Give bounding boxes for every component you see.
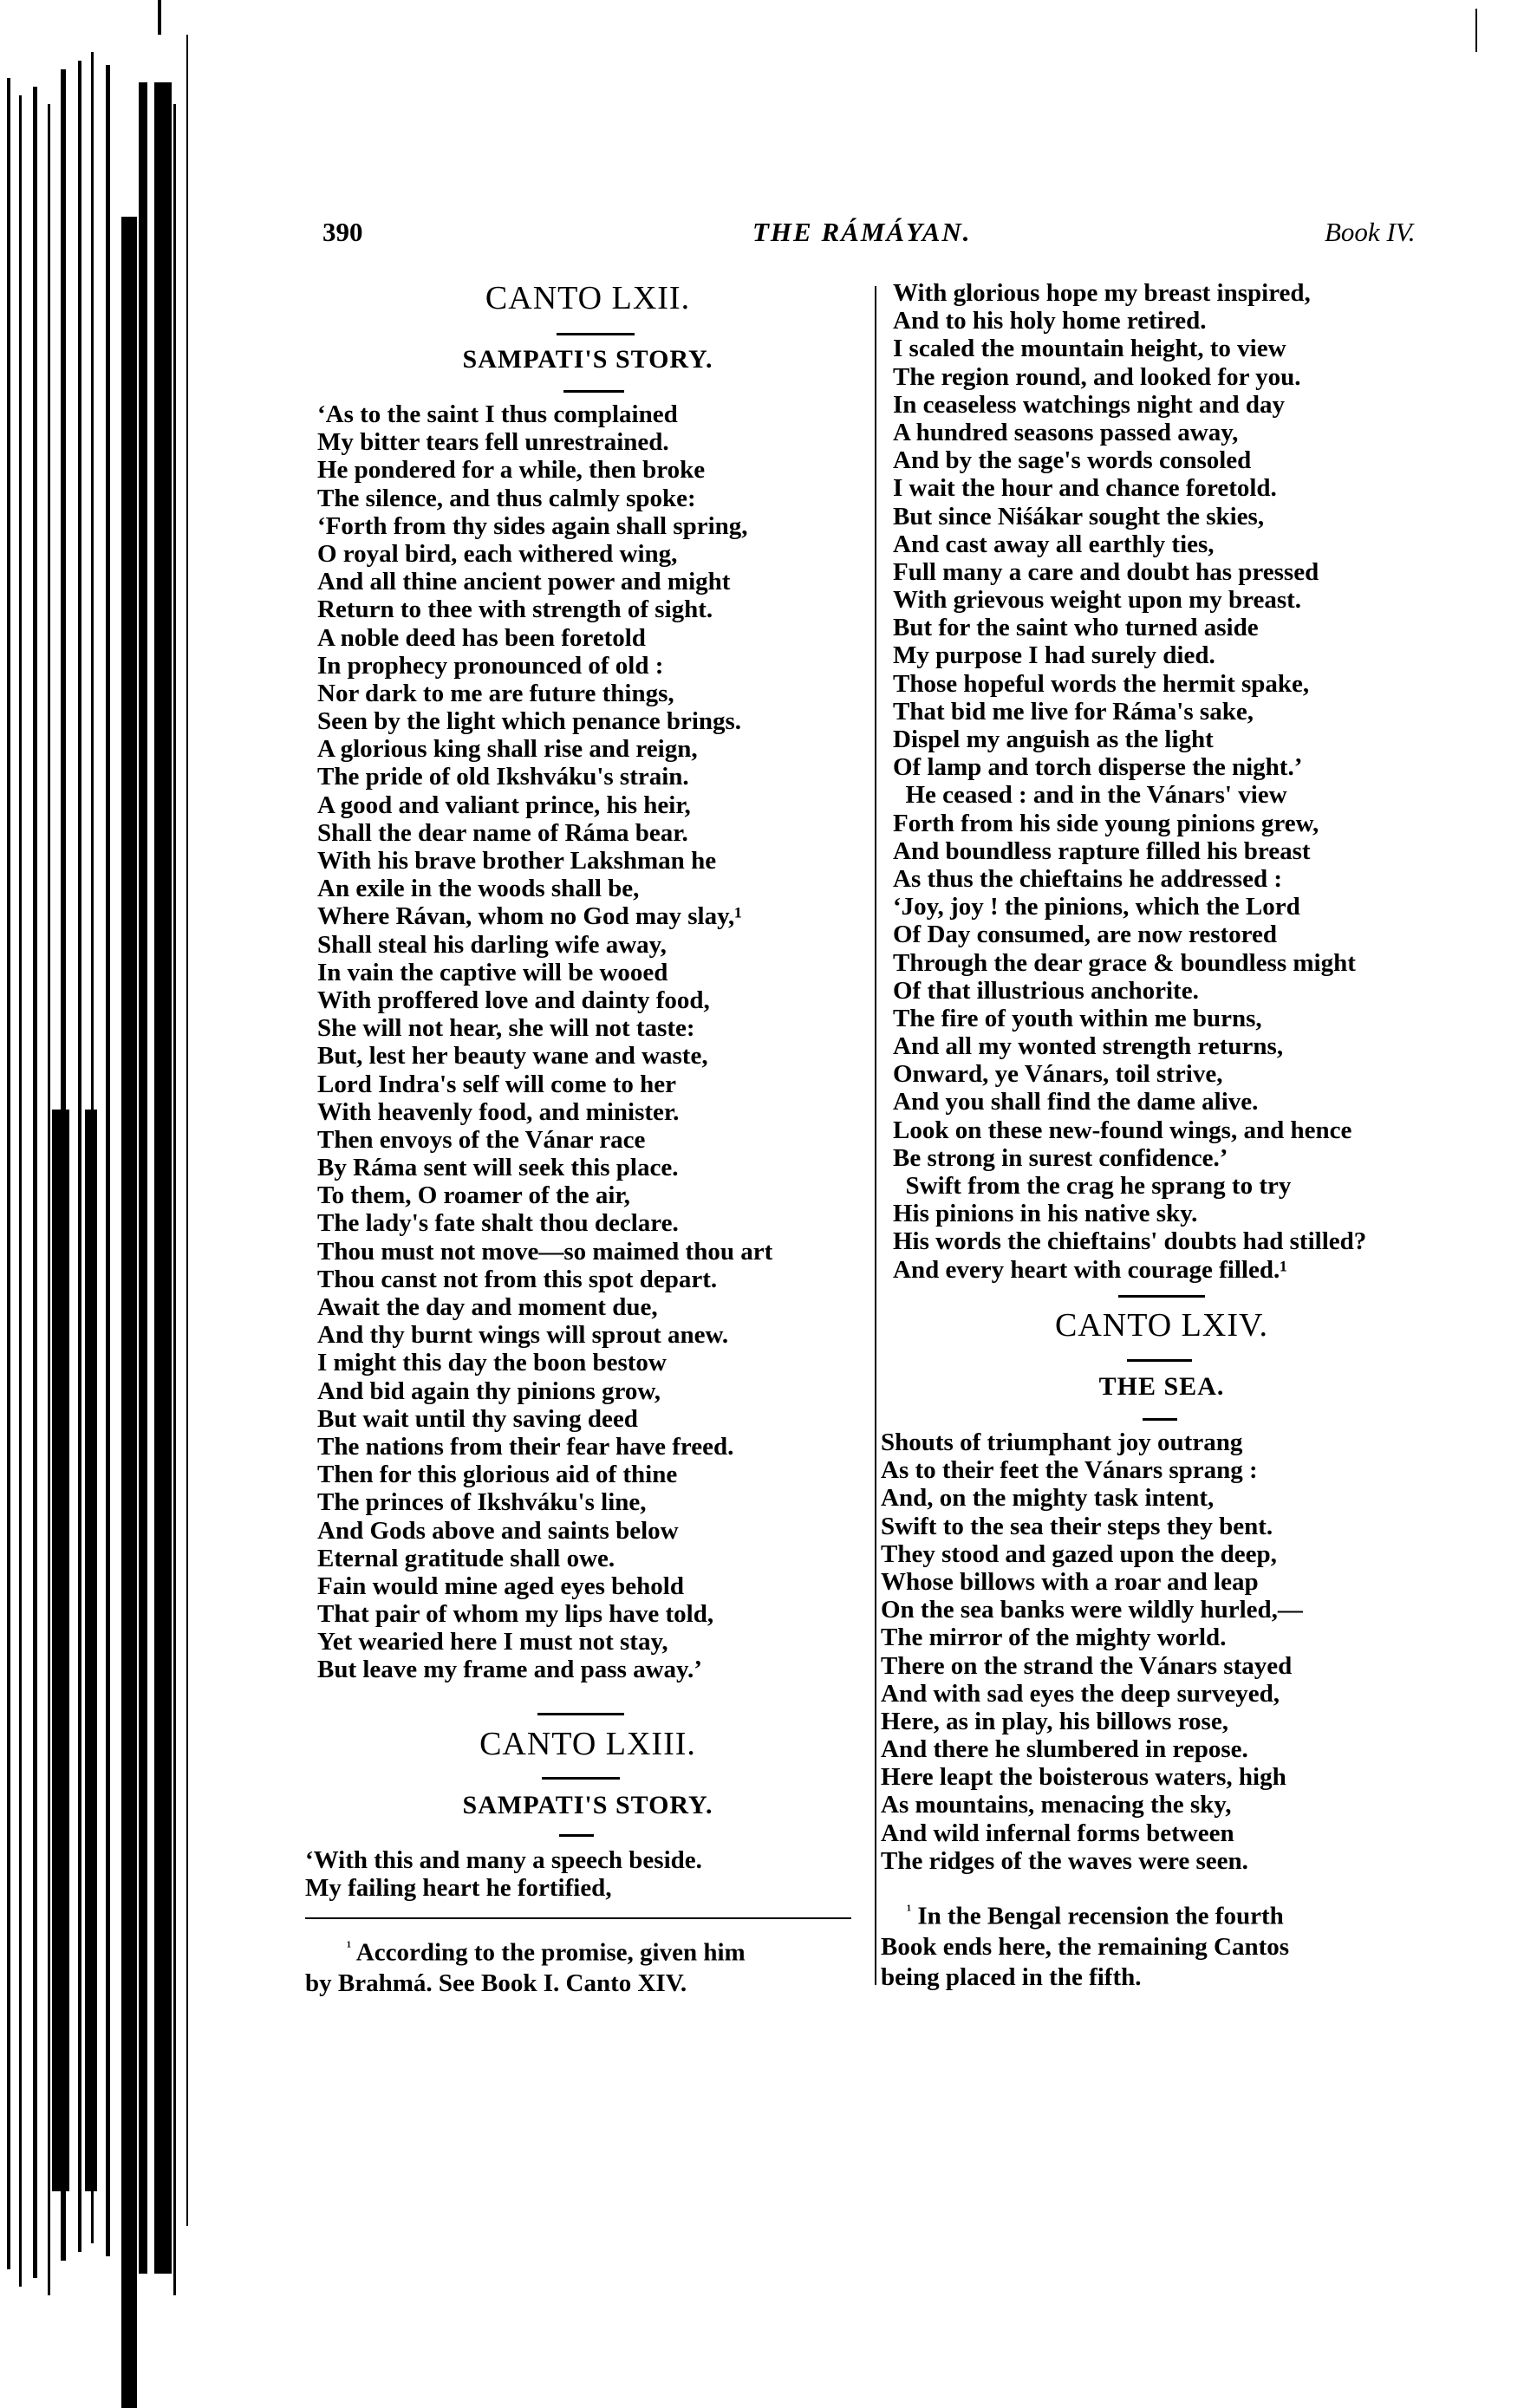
verse-line: The nations from their fear have freed. — [317, 1432, 734, 1461]
ornament-rule — [557, 333, 635, 335]
verse-line: As mountains, menacing the sky, — [881, 1791, 1232, 1819]
verse-line: The mirror of the mighty world. — [881, 1624, 1227, 1652]
verse-line: ‘With this and many a speech beside. — [305, 1846, 702, 1874]
verse-line: Shall the dear name of Ráma bear. — [317, 818, 688, 847]
verse-line: Here, as in play, his billows rose, — [881, 1707, 1228, 1735]
book-label: Book IV. — [1325, 217, 1416, 247]
ornament-rule — [537, 1713, 624, 1715]
verse-line: Eternal gratitude shall owe. — [317, 1544, 615, 1572]
verse-line: And boundless rapture filled his breast — [893, 836, 1311, 865]
verse-line: And to his holy home retired. — [893, 307, 1207, 335]
verse-line: ‘As to the saint I thus complained — [317, 400, 678, 428]
verse-line: I wait the hour and chance foretold. — [893, 474, 1277, 503]
verse-line: Await the day and moment due, — [317, 1293, 658, 1321]
canto-lxii-verse — [317, 400, 772, 1684]
verse-line: And with sad eyes the deep surveyed, — [881, 1679, 1280, 1708]
canto-lxiii-subtitle: SAMPATI'S STORY. — [462, 1791, 713, 1819]
canto-lxii-heading: CANTO LXII. — [485, 280, 691, 316]
canto-lxiii-heading: CANTO LXIII. — [479, 1726, 696, 1762]
verse-line: Yet wearied here I must not stay, — [317, 1628, 668, 1656]
footnote-line: by Brahmá. See Book I. Canto XIV. — [305, 1969, 687, 1997]
verse-line: Of lamp and torch disperse the night.’ — [893, 753, 1303, 782]
verse-line: And there he slumbered in repose. — [881, 1735, 1248, 1764]
page-number: 390 — [322, 217, 363, 247]
verse-line: And by the sage's words consoled — [893, 446, 1252, 475]
verse-line: Shouts of triumphant joy outrang — [881, 1429, 1243, 1456]
verse-line: The region round, and looked for you. — [893, 362, 1301, 391]
verse-line: And bid again thy pinions grow, — [317, 1376, 661, 1405]
canto-lxiv-subtitle: THE SEA. — [1098, 1372, 1225, 1401]
verse-line: In ceaseless watchings night and day — [893, 390, 1285, 419]
verse-line: And you shall find the dame alive. — [893, 1088, 1259, 1116]
verse-line: Forth from his side young pinions grew, — [893, 809, 1319, 837]
verse-line: They stood and gazed upon the deep, — [881, 1539, 1277, 1568]
verse-line: She will not hear, she will not taste: — [317, 1014, 695, 1043]
verse-line: But wait until thy saving deed — [317, 1404, 638, 1433]
verse-line: A hundred seasons passed away, — [893, 418, 1239, 446]
verse-line: But for the saint who turned aside — [893, 614, 1259, 642]
verse-line: With heavenly food, and minister. — [317, 1097, 680, 1126]
canto-lxiv-heading: CANTO LXIV. — [1054, 1307, 1269, 1344]
verse-line: And every heart with courage filled.¹ — [893, 1255, 1287, 1284]
canto-lxiii-verse — [305, 1846, 702, 1902]
verse-line: A good and valiant prince, his heir, — [317, 791, 691, 819]
verse-line: And all thine ancient power and might — [317, 568, 731, 596]
verse-line: Fain would mine aged eyes behold — [317, 1572, 684, 1600]
verse-line: Seen by the light which penance brings. — [317, 707, 742, 736]
ornament-rule — [563, 390, 624, 393]
verse-line: As to their feet the Vánars sprang : — [881, 1456, 1258, 1485]
verse-line: A noble deed has been foretold — [317, 623, 646, 652]
verse-line: His pinions in his native sky. — [893, 1200, 1198, 1228]
verse-line: The silence, and thus calmly spoke: — [317, 484, 696, 512]
verse-line: The fire of youth within me burns, — [893, 1004, 1262, 1032]
verse-line: Then for this glorious aid of thine — [317, 1461, 678, 1489]
verse-line: His words the chieftains' doubts had stilled? — [893, 1227, 1367, 1256]
verse-line: Then envoys of the Vánar race — [317, 1125, 646, 1154]
verse-line: But since Niśákar sought the skies, — [893, 502, 1265, 530]
verse-line: The princes of Ikshváku's line, — [317, 1488, 647, 1517]
verse-line: He ceased : and in the Vánars' view — [893, 781, 1287, 810]
verse-line: And cast away all earthly ties, — [893, 530, 1215, 558]
ornament-rule — [1127, 1359, 1192, 1362]
ornament-rule — [1143, 1418, 1177, 1421]
verse-line: Onward, ye Vánars, toil strive, — [893, 1060, 1223, 1089]
footnote-line: In the Bengal recension the fourth — [917, 1902, 1284, 1930]
canto-lxii-subtitle: SAMPATI'S STORY. — [462, 345, 713, 374]
verse-line: And thy burnt wings will sprout anew. — [317, 1321, 729, 1350]
verse-line: My bitter tears fell unrestrained. — [317, 428, 669, 457]
verse-line: Swift from the crag he sprang to try — [893, 1172, 1292, 1200]
verse-line: Where Rávan, whom no God may slay,¹ — [317, 902, 742, 931]
verse-line: Of Day consumed, are now restored — [893, 921, 1278, 949]
verse-line: Thou canst not from this spot depart. — [317, 1265, 718, 1293]
verse-line: On the sea banks were wildly hurled,— — [881, 1596, 1303, 1624]
verse-line: I scaled the mountain height, to view — [893, 335, 1286, 363]
verse-line: Nor dark to me are future things, — [317, 679, 674, 707]
verse-line: Those hopeful words the hermit spake, — [893, 669, 1310, 698]
verse-line: Dispel my anguish as the light — [893, 726, 1214, 753]
verse-line: My purpose I had surely died. — [893, 641, 1215, 670]
ornament-rule — [542, 1777, 620, 1780]
verse-line: I might this day the boon bestow — [317, 1349, 667, 1377]
verse-line: He pondered for a while, then broke — [317, 456, 706, 485]
footnote-right — [881, 1895, 1436, 1993]
verse-line: The pride of old Ikshváku's strain. — [317, 763, 689, 791]
verse-line: Thou must not move—so maimed thou art — [317, 1237, 773, 1266]
verse-line: An exile in the woods shall be, — [317, 875, 640, 903]
verse-line: The lady's fate shalt thou declare. — [317, 1209, 679, 1238]
verse-line: Shall steal his darling wife away, — [317, 930, 667, 959]
footnote-line: According to the promise, given him — [355, 1938, 746, 1967]
verse-line: O royal bird, each withered wing, — [317, 539, 678, 568]
verse-line: As thus the chieftains he addressed : — [893, 864, 1283, 893]
verse-line: With glorious hope my breast inspired, — [893, 279, 1311, 307]
verse-line: ‘Forth from thy sides again shall spring, — [317, 511, 748, 540]
verse-line: In prophecy pronounced of old : — [317, 651, 664, 680]
running-title: THE RÁMÁYAN. — [752, 217, 972, 247]
verse-line: Whose billows with a roar and leap — [881, 1567, 1259, 1596]
verse-line: To them, O roamer of the air, — [317, 1181, 630, 1210]
verse-line: A glorious king shall rise and reign, — [317, 735, 698, 764]
verse-line: My failing heart he fortified, — [305, 1874, 612, 1903]
footnote-marker: ¹ — [347, 1938, 352, 1955]
verse-line: Full many a care and doubt has pressed — [893, 557, 1319, 586]
verse-line: With his brave brother Lakshman he — [317, 847, 717, 875]
margin-mark — [1475, 9, 1477, 52]
verse-line: And, on the mighty task intent, — [881, 1484, 1215, 1513]
verse-line: Look on these new-found wings, and hence — [893, 1116, 1352, 1144]
verse-line: Swift to the sea their steps they bent. — [881, 1512, 1273, 1540]
verse-line: And all my wonted strength returns, — [893, 1032, 1284, 1061]
verse-line: And Gods above and saints below — [317, 1516, 679, 1545]
footnote-line: Book ends here, the remaining Cantos — [881, 1932, 1290, 1961]
ornament-rule — [559, 1834, 594, 1837]
column-divider — [875, 286, 876, 1985]
footnote-marker: ¹ — [907, 1902, 912, 1918]
canto-lxiv-verse — [881, 1429, 1303, 1875]
footnote-line: being placed in the fifth. — [881, 1962, 1142, 1991]
verse-line: Be strong in surest confidence.’ — [893, 1143, 1228, 1172]
canto-lxiii-verse-continued — [893, 279, 1366, 1284]
verse-line: ‘Joy, joy ! the pinions, which the Lord — [893, 893, 1300, 921]
verse-line: Return to thee with strength of sight. — [317, 595, 713, 624]
verse-line: That bid me live for Ráma's sake, — [893, 697, 1254, 726]
verse-line: There on the strand the Vánars stayed — [881, 1651, 1293, 1680]
footnote-rule — [305, 1917, 851, 1919]
verse-line: But leave my frame and pass away.’ — [317, 1656, 702, 1684]
verse-line: Of that illustrious anchorite. — [893, 976, 1199, 1005]
verse-line: And wild infernal forms between — [881, 1819, 1234, 1847]
verse-line: With grievous weight upon my breast. — [893, 586, 1302, 615]
verse-line: Here leapt the boisterous waters, high — [881, 1763, 1286, 1792]
verse-line: Through the dear grace & boundless might — [893, 948, 1356, 977]
verse-line: Lord Indra's self will come to her — [317, 1070, 677, 1098]
verse-line: The ridges of the waves were seen. — [881, 1846, 1248, 1875]
verse-line: In vain the captive will be wooed — [317, 958, 668, 986]
verse-line: That pair of whom my lips have told, — [317, 1600, 714, 1629]
footnote-left — [305, 1931, 860, 1999]
ornament-rule — [1118, 1295, 1205, 1298]
verse-line: With proffered love and dainty food, — [317, 986, 710, 1014]
verse-line: By Ráma sent will seek this place. — [317, 1154, 679, 1182]
verse-line: But, lest her beauty wane and waste, — [317, 1042, 708, 1071]
